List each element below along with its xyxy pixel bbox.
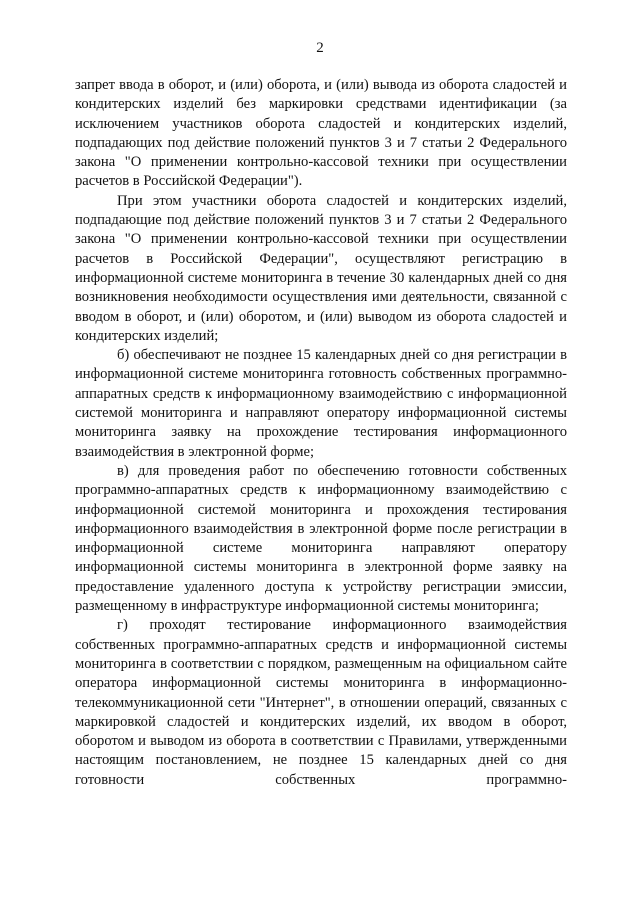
- paragraph-item-g: г) проходят тестирование информационного взаимодействия собственных программно-аппаратных средств и информационной системы мониторинга в соответствии с порядком, размещенным на официальном сайте оператора информационной системы мониторинга в информационно-телекоммуникационной сети "Интернет", в отношении операций, связанных с маркировкой сладостей и кондитерских изделий, их вводом в оборот, оборотом и выводом из оборота в соответствии с Правилами, утвержденными настоящим постановлением, не позднее 15 календарных дней со дня готовности собственных программно-: [75, 617, 567, 788]
- paragraph-registration-note: При этом участники оборота сладостей и кондитерских изделий, подпадающие под действие положений пунктов 3 и 7 статьи 2 Федерального закона "О применении контрольно-кассовой техники при осуществлении расчетов в Российской Федерации", осуществляют регистрацию в информационной системе мониторинга в течение 30 календарных дней со дня возникновения необходимости осуществления ими деятельности, связанной с вводом в оборот, и (или) оборотом, и (или) выводом из оборота сладостей и кондитерских изделий;: [75, 192, 567, 344]
- page-number: 2: [316, 40, 324, 56]
- paragraph-ban-continuation: запрет ввода в оборот, и (или) оборота, и (или) вывода из оборота сладостей и кондитерских изделий без маркировки средствами идентификации (за исключением участников оборота сладостей и кондитерских изделий, подпадающих под действие положений пунктов 3 и 7 статьи 2 Федерального закона "О применении контрольно-кассовой техники при осуществлении расчетов в Российской Федерации").: [75, 77, 567, 190]
- paragraph-item-b: б) обеспечивают не позднее 15 календарных дней со дня регистрации в информационной системе мониторинга готовность собственных программно-аппаратных средств к информационному взаимодействию с информационной системой мониторинга и направляют оператору информационной системы мониторинга заявку на прохождение тестирования информационного взаимодействия в электронной форме;: [75, 347, 567, 460]
- paragraph-item-v: в) для проведения работ по обеспечению готовности собственных программно-аппаратных средств к информационному взаимодействию с информационной системой мониторинга и прохождения тестирования информационного взаимодействия в электронной форме после регистрации в информационной системе мониторинга направляют оператору информационной системы мониторинга в электронной форме заявку на предоставление удаленного доступа к устройству регистрации эмиссии, размещенному в инфраструктуре информационной системы мониторинга;: [75, 462, 567, 615]
- document-body: [75, 76, 567, 790]
